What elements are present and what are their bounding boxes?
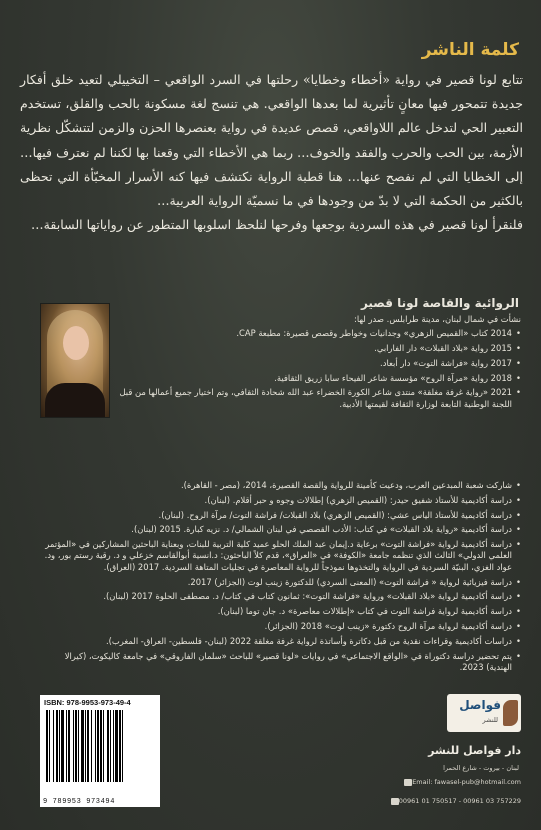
author-portrait xyxy=(40,303,110,418)
bio-item: • دراسة أكاديمية «رواية بلاد القبلات» في كتاب: الأدب القصصي في لبنان الشمالي/ د. نزيه كبارة. 2015 (لبنان). xyxy=(40,524,521,535)
bio-item: • دراسة أكاديمية لرواية فراشة التوت في كتاب «إطلالات معاصرة» د. جان توما (لبنان). xyxy=(40,606,521,617)
publisher-phone xyxy=(388,797,521,805)
bio-item: • شاركت شعبة المبدعين العرب، ودعيت كأمينة للرواية والقصة القصيرة، 2014، (مصر - القاهرة). xyxy=(40,480,521,491)
publisher-logo xyxy=(447,694,521,732)
phone-icon xyxy=(391,798,399,805)
publisher-email xyxy=(401,778,521,786)
publisher-email-text: Email: fawasel-pub@hotmail.com xyxy=(412,778,521,786)
bio-item: • 2018 رواية «مرآة الروح» مؤسسة شاعر الفيحاء سابا زريق الثقافية. xyxy=(119,373,521,384)
bio-works-list xyxy=(119,328,521,410)
bio-item: • دراسة أكاديمية لرواية «بلاد القبلات» ورواية «فراشة التوت»: ثمانون كتاب في كتاب/ د. مصطفى الحلوة 2017 (لبنان). xyxy=(40,591,521,602)
publisher-logo-icon xyxy=(503,700,518,726)
publisher-name: دار فواصل للنشر xyxy=(428,744,521,757)
bio-item: • يتم تحضير دراسة دكتوراة في «الواقع الاجتماعي» في روايات «لونا قصير» للباحث «سلمان الفاروقي» في جامعة كاليكوت، (كيرالا الهندية) 2023. xyxy=(40,651,521,674)
isbn-barcode-box xyxy=(40,695,160,807)
bio-item: • 2017 رواية «فراشة التوت» دار أبعاد. xyxy=(119,358,521,369)
intro-closing: فلنقرأ لونا قصير في هذه السردية بوجعها وفرحها لنلحظ اسلوبها المتطور عن رواياتها السابقة… xyxy=(31,217,523,233)
bio-item: • 2014 كتاب «القميص الزهري» وجدانيات وخواطر وقصص قصيرة: مطبعة CAP. xyxy=(119,328,521,339)
bio-item: • 2021 «رواية غرفة مغلقة» منتدى شاعر الكورة الخضراء عبد الله شحادة الثقافي، وتم اختيار جميع أعمالها من قبل اللجنة الوطنية التابعة لوزارة الثقافة لقيمتها الأدبية. xyxy=(119,387,521,410)
publisher-note xyxy=(20,68,523,237)
email-icon xyxy=(404,779,412,786)
publisher-logo-sub: للنشر xyxy=(482,716,498,724)
bio-item: • دراسة أكاديمية لرواية مرآة الروح دكتورة «زينب لوت» 2018 (الجزائر). xyxy=(40,621,521,632)
portrait-body xyxy=(45,383,105,417)
bio-born: نشأت في شمال لبنان، مدينة طرابلس. صدر لها: xyxy=(354,314,521,324)
publisher-address: لبنان - بيروت - شارع الحمرا xyxy=(443,764,519,772)
bio-item: • دراسات أكاديمية وقراءات نقدية من قبل دكاترة وأساتذة لرواية غرفة مغلقة 2022 (لبنان- فلسطين- العراق- المغرب). xyxy=(40,636,521,647)
bio-item: • 2015 رواية «بلاد القبلات» دار الفارابي. xyxy=(119,343,521,354)
bio-studies-list xyxy=(40,480,521,673)
author-bio xyxy=(119,314,521,414)
bio-item: • دراسة أكاديمية للأستاذ شفيق حيدر: (القميص الزهري) إطلالات وجوه و حبر أقلام. (لبنان). xyxy=(40,495,521,506)
barcode-digits: 9 789953 973494 xyxy=(43,798,116,806)
barcode-icon xyxy=(44,710,156,794)
isbn-label: ISBN: 978-9953-973-49-4 xyxy=(44,698,131,707)
bio-item: • دراسة أكاديمية لرواية «فراشة التوت» برعاية د.إيمان عبد الملك الحلو عميد كلية التربية للبنات، وبعناية الباحثين المشاركين في «المؤتمر العلمي الدولي» الثالث الذي تنظمه جامعة «الكوفة» في «العراق»، قدم كلاً الباحثون: د.انسية أبوالقاسم خزعلي و د. رقية رستم بور، ود. عواد الغزي، البنيّة السردية في الرواية والتخذوها نموذجاً للرواية المعاصرة في تجليات المتاهة السردية. 2017 (العراق). xyxy=(40,539,521,573)
portrait-face xyxy=(63,326,89,360)
page-title: كلمة الناشر xyxy=(421,40,519,60)
bio-item: • دراسة أكاديمية للأستاذ الياس عشي: (القميص الزهري) بلاد القبلات/ فراشة التوت/ مرآة الروح. (لبنان). xyxy=(40,510,521,521)
publisher-logo-name: فواصل xyxy=(459,698,501,712)
author-bio-title: الروائية والقاصة لونا قصير xyxy=(360,296,519,310)
author-studies xyxy=(40,480,521,677)
bio-item: • دراسة فيزيائية لرواية « فراشة التوت» (المعنى السردي) للدكتورة زينب لوت (الجزائر) 2017. xyxy=(40,577,521,588)
intro-paragraph: تتابع لونا قصير في رواية «أخطاء وخطايا» رحلتها في السرد الواقعي – التخييلي لتعيد خلق أفكار جديدة تتمحور فيها معانٍ تأثيرية لما بعدها الواقعي. هي تنسج لغة مسكونة بالحب والقلق، تستخدم التعبير الحي لتدخل عالم اللاواقعي، قصص عديدة في رواية بعنصرها الحزن والزمن لتتشكّل نظرية الأزمة، بين الحب والحرب والفقد والخوف… ربما هي الأخطاء التي وقعنا بها لكننا لم نعترف فيها… إلى الخطايا التي لم نفصح عنها… هنا قطبة الرواية نكتشف فيها كنه الأسرار المخبّأة التي تحظى بالكثير من الحكمة التي لا بدّ من وجودها في ما نسميّة الرواية العربية… xyxy=(20,72,523,209)
publisher-phone-text: 00961 01 750517 - 00961 03 757229 xyxy=(398,797,521,805)
